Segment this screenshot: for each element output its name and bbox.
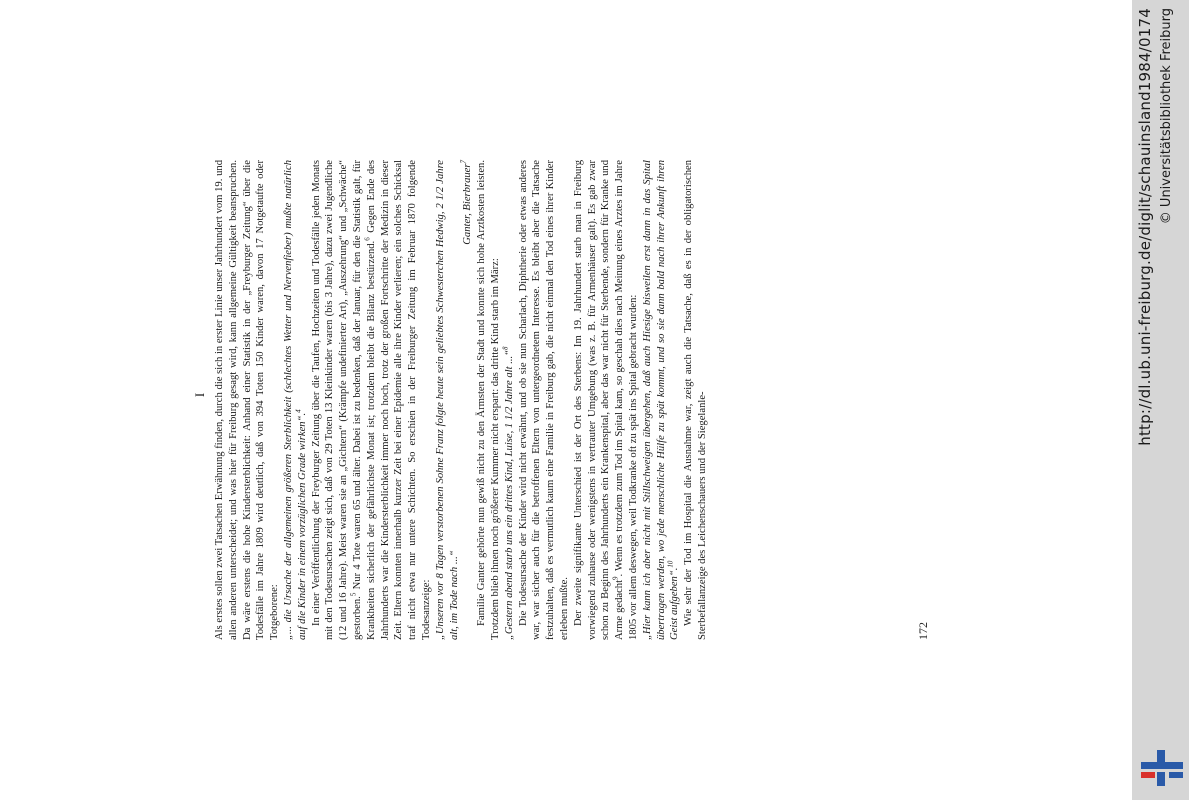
- sidebar-rotated-content: [1132, 0, 1189, 800]
- logo-blue-bar-wide: [1141, 762, 1183, 769]
- paragraph-text: Familie Ganter gehörte nun gewiß nicht zu den Ärmsten der Stadt und konnte sich hohe Arztkosten leisten. Trotzdem blieb ihnen noch größerer Kummer nicht erspart: das dritte Kind starb im März:: [476, 160, 501, 640]
- paragraph: [517, 160, 572, 640]
- footnote-reference: 4: [294, 409, 303, 413]
- logo-red-bar: [1141, 772, 1155, 778]
- paragraph: [213, 160, 282, 640]
- quotation: [641, 160, 682, 640]
- chapter-marker: I: [192, 392, 207, 398]
- quotation: [282, 160, 310, 640]
- footnote-reference: 7: [459, 160, 468, 164]
- paragraph: [572, 160, 641, 640]
- library-logo-icon: [1141, 748, 1183, 788]
- paragraph-text: Als erstes sollen zwei Tatsachen Erwähnung finden, durch die sich in erster Linie unser Jahrhundert vom 19. und allen anderen unterscheidet; und was hier für Freiburg gesagt wird, kann allgemeine Gültigkeit beanspruchen. Da wäre erstens die hohe Kindersterblichkeit: Anhand einer Statistik in der „Freyburger Zeitung“ über die Todesfälle im Jahre 1809 wird deutlich, daß von 394 Toten 150 Kinder waren, davon 17 Notgetaufte oder Totgeborene:: [214, 160, 281, 640]
- footnote-reference: 8: [501, 346, 510, 350]
- source-url-link[interactable]: http://dl.ub.uni-freiburg.de/diglit/schauinsland1984/0174: [1136, 8, 1154, 446]
- paragraph-text: „Gestern abend starb uns ein drittes Kind, Luise, 1 1/2 Jahre alt ...“: [503, 349, 515, 640]
- paragraph: [475, 160, 503, 640]
- quotation: [434, 160, 462, 640]
- paragraph: [310, 160, 434, 640]
- quotation: [503, 160, 517, 640]
- article-text: [213, 160, 710, 640]
- paragraph-text: Gegen Ende des Jahrhunderts war die Kindersterblichkeit immer noch hoch, trotz der großen Fortschritte der Medizin in dieser Zeit. Eltern konnten innerhalb kurzer Zeit bei einer Epidemie alle ihre Kinder verlieren; ein solches Schicksal traf nicht etwa nur untere Schichten. So erschien in der Freiburger Zeitung im Februar 1870 folgende Todesanzeige:: [365, 159, 432, 640]
- paragraph-text: „... die Ursache der allgemeinen größeren Sterblichkeit (schlechtes Wetter und Nervenfieber) mußte natürlich auf die Kinder in einem vorzüglichen Grade wirken“.: [282, 160, 308, 640]
- paragraph-text: Die Todesursache der Kinder wird nicht erwähnt, und ob sie nun Scharlach, Diphtherie oder etwas anderes war, war sicher auch für die betroffenen Eltern von untergeordnetem Interesse. Es bleibt aber die Tatsache festzuhalten, daß es vermutlich kaum eine Familie in Freiburg gab, die nicht einmal den Tod eines ihrer Kinder erleben mußte.: [517, 160, 570, 640]
- paragraph: [682, 160, 710, 640]
- viewer-sidebar: [1132, 0, 1189, 800]
- paragraph-text: „Unseren vor 8 Tagen verstorbenen Sohne Franz folgte heute sein geliebtes Schwesterchen Hedwig, 2 1/2 Jahre alt, im Tode nach ...“: [434, 160, 460, 640]
- quote-attribution: [461, 160, 475, 640]
- paragraph-text: In einer Veröffentlichung der Freyburger Zeitung über die Taufen, Hochzeiten und Todesfälle jeden Monats mit den Todesursachen zeigt sich, daß von 29 Toten 13 Kleinkinder waren (bis 3 Jahre), dazu zwei Jugendliche (12 und 16 Jahre). Meist waren sie an „Gichtern“ (Krämpfe undefinierter Art), „Auszehrung“ und „Schwäche“ gestorben.: [310, 160, 363, 640]
- footnote-reference: 9: [611, 576, 620, 580]
- copyright-notice: © Universitätsbibliothek Freiburg: [1159, 8, 1174, 225]
- footnote-reference: 6: [363, 237, 372, 241]
- paragraph-text: Ganter, Bierbrauer: [462, 163, 474, 245]
- page-number: 172: [916, 622, 930, 640]
- paragraph-text: . Wenn es trotzdem zum Tod im Spital kam, so geschah dies nach Meinung eines Arztes im Jahre 1805 vor allem deswegen, weil Todkranke oft zu spät ins Spital gebracht wurden:: [614, 160, 639, 640]
- logo-blue-bar-bottom: [1157, 772, 1165, 786]
- paragraph-text: Nur 4 Tote waren 65 und älter. Dabei ist zu bedenken, daß der Januar, für den die Statistik galt, für Krankheiten sicherlich der gefährlichste Monat ist; trotzdem bleibt die Bilanz bestürzend.: [351, 160, 377, 640]
- logo-blue-bar-right: [1169, 772, 1183, 778]
- paragraph-text: Der zweite signifikante Unterschied ist der Ort des Sterbens: Im 19. Jahrhundert starb man in Freiburg vorwiegend zuhause oder wenigstens in vertrauter Umgebung (was z. B. für Armenhäuser galt). Es gab zwar schon zu Beginn des Jahrhunderts ein Krankenspital, aber das war nicht für Sterbende, sondern für Kranke und Arme gedacht: [572, 160, 626, 640]
- paragraph-text: „Hier kann ich aber nicht mit Stillschweigen übergehen, daß auch Hiesige bisweilen erst dann in das Spital übertragen werden, wo jede menschliche Hülfe zu spät kommt, und so sie dann bald nach ihrer Ankunft ihren Geist aufgeben“.: [641, 160, 681, 640]
- footnote-reference: 10: [666, 560, 675, 568]
- footnote-reference: 5: [349, 592, 358, 597]
- paragraph-text: Wie sehr der Tod im Hospital die Ausnahme war, zeigt auch die Tatsache, daß es in der obligatorischen Sterbefallanzeige des Leichenschauers und der Siegelanle-: [683, 160, 708, 640]
